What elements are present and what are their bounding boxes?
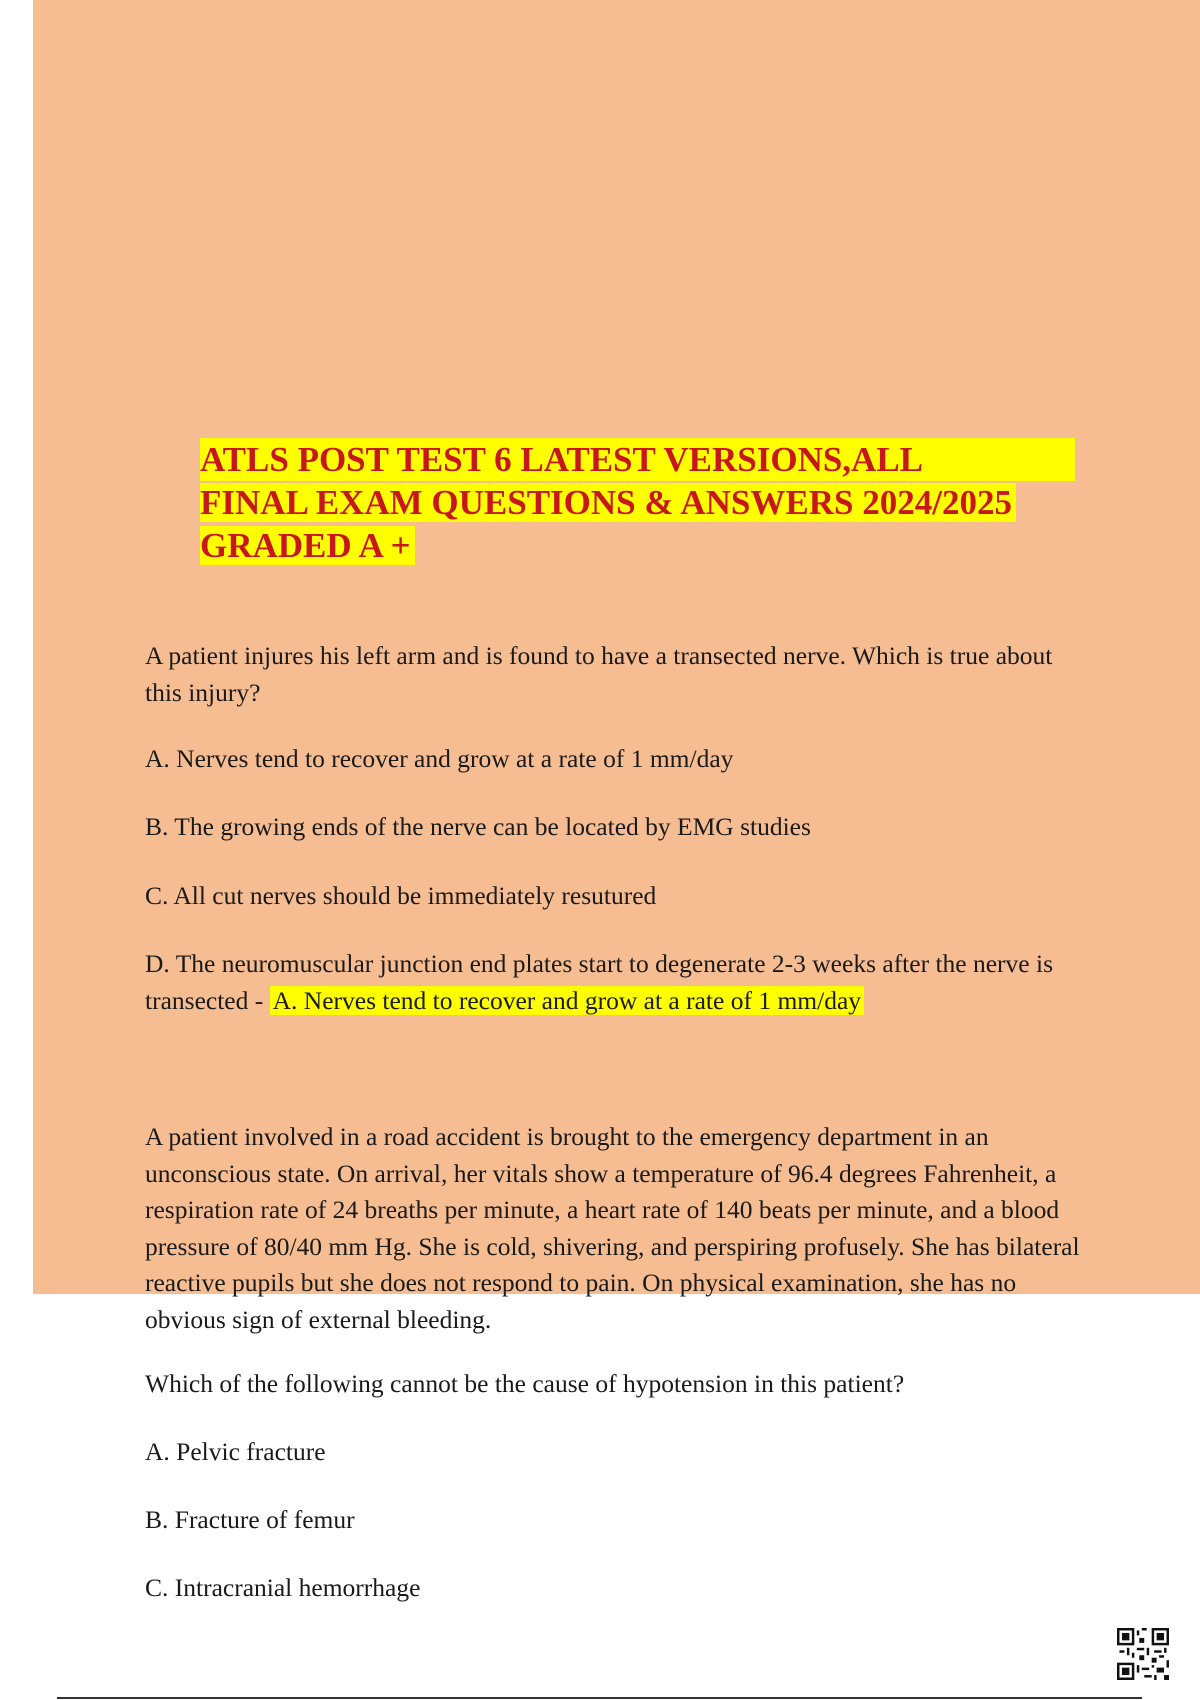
title-line-2: FINAL EXAM QUESTIONS & ANSWERS 2024/2025 [200,481,1075,524]
q1-option-c: C. All cut nerves should be immediately resutured [145,881,657,910]
qr-code-icon [1117,1628,1169,1680]
q2-stem: A patient involved in a road accident is brought to the emergency department in an unconscious state. On arrival, her vitals show a temperature of 96.4 degrees Fahrenheit, a respiration rate of 24 breaths per minute, a heart rate of 140 beats per minute, and a blood pressure of 80/40 mm Hg. She is cold, shivering, and perspiring profusely. She has bilateral reactive pupils but she does not respond to pain. On physical examination, she has no obvious sign of external bleeding. [145,1122,1080,1334]
document-title [200,438,1075,567]
q1-stem: A patient injures his left arm and is found to have a transected nerve. Which is true about this injury? [145,641,1053,707]
q1-option-b: B. The growing ends of the nerve can be located by EMG studies [145,812,811,841]
title-line-3: GRADED A + [200,524,1075,567]
q2-option-a: A. Pelvic fracture [145,1437,326,1466]
q1-option-a: A. Nerves tend to recover and grow at a rate of 1 mm/day [145,744,734,773]
title-line-1: ATLS POST TEST 6 LATEST VERSIONS,ALL [200,438,1075,481]
q1-option-d-text: D. The neuromuscular junction end plates start to degenerate 2-3 weeks after the nerve is transected - [145,949,1053,1015]
footer-rule [57,1697,1142,1699]
q2-option-b: B. Fracture of femur [145,1505,355,1534]
q1-option-d [145,946,1085,1019]
q2-question: Which of the following cannot be the cause of hypotension in this patient? [145,1369,905,1398]
q1-answer-highlight: A. Nerves tend to recover and grow at a rate of 1 mm/day [270,986,864,1015]
q2-option-c: C. Intracranial hemorrhage [145,1573,421,1602]
